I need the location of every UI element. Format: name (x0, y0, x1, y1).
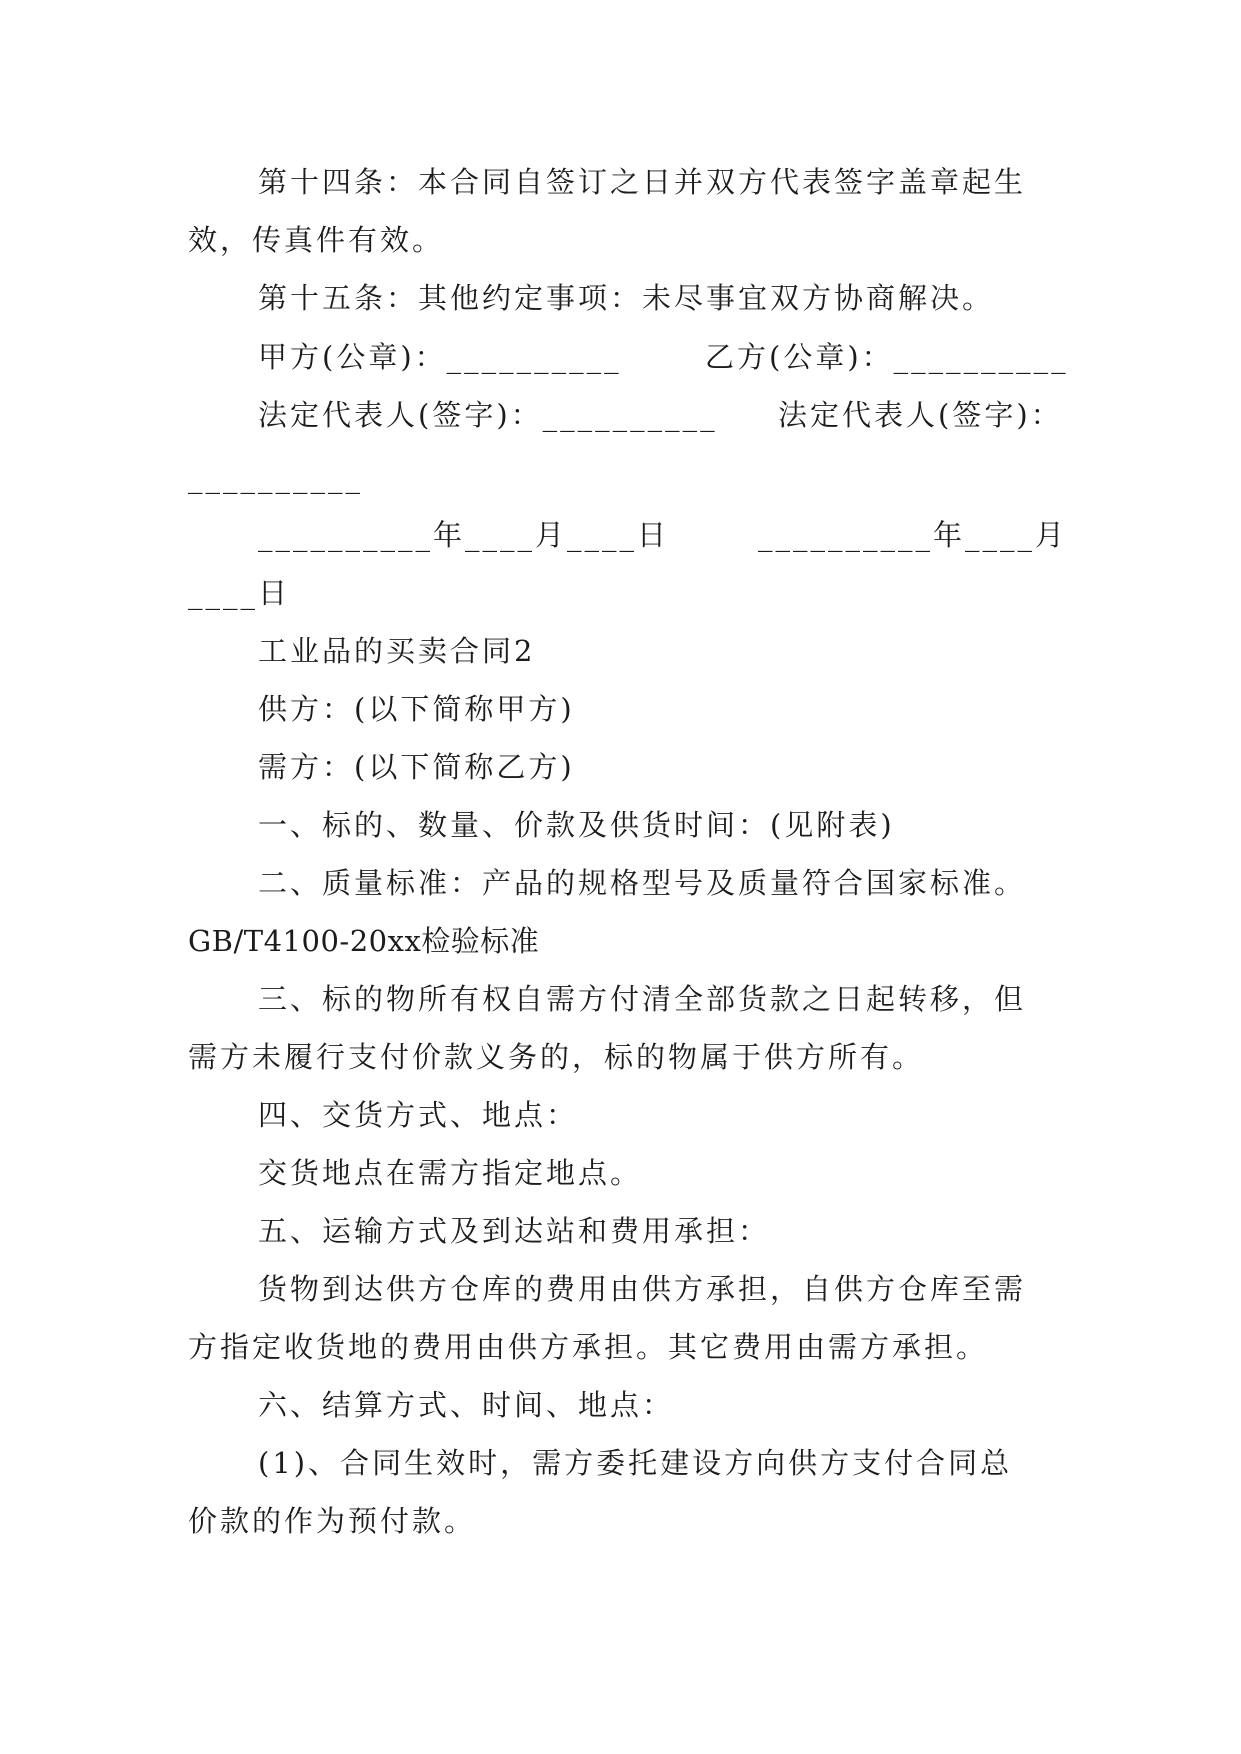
article-15-line: 第十五条：其他约定事项：未尽事宜双方协商解决。 (258, 281, 995, 315)
contract-2-title: 工业品的买卖合同2 (258, 634, 536, 668)
article-14-line-1: 第十四条：本合同自签订之日并双方代表签字盖章起生 (258, 165, 1027, 199)
clause-2-line-1: 二、质量标准：产品的规格型号及质量符合国家标准。 (258, 866, 1027, 900)
party-b-date-line: __________年____月 (758, 518, 1068, 552)
clause-5-detail-line-2: 方指定收货地的费用由供方承担。其它费用由需方承担。 (188, 1330, 989, 1364)
party-b-rep-blank: __________ (188, 460, 363, 494)
clause-6: 六、结算方式、时间、地点： (258, 1388, 675, 1422)
clause-5-detail-line-1: 货物到达供方仓库的费用由供方承担，自供方仓库至需 (258, 1272, 1027, 1306)
party-b-date-day: ____日 (188, 576, 291, 610)
party-a-rep-line: 法定代表人(签字)：__________ (258, 398, 718, 432)
article-14-line-2: 效，传真件有效。 (188, 223, 445, 257)
buyer-line: 需方：(以下简称乙方) (258, 750, 575, 784)
party-b-rep-line: 法定代表人(签字)： (778, 398, 1063, 432)
party-a-seal-line: 甲方(公章)：__________ (258, 340, 622, 374)
clause-3-line-2: 需方未履行支付价款义务的，标的物属于供方所有。 (188, 1040, 925, 1074)
clause-5: 五、运输方式及到达站和费用承担： (258, 1214, 771, 1248)
clause-1: 一、标的、数量、价款及供货时间：(见附表) (258, 808, 895, 842)
party-a-date-line: __________年____月____日 (258, 518, 670, 552)
clause-3-line-1: 三、标的物所有权自需方付清全部货款之日起转移，但 (258, 982, 1027, 1016)
party-b-seal-line: 乙方(公章)：__________ (705, 340, 1069, 374)
clause-6-1-line-1: (1)、合同生效时，需方委托建设方向供方支付合同总 (258, 1446, 1013, 1480)
supplier-line: 供方：(以下简称甲方) (258, 692, 575, 726)
clause-4: 四、交货方式、地点： (258, 1098, 579, 1132)
clause-2-line-2: GB/T4100-20xx检验标准 (188, 924, 540, 958)
clause-4-detail: 交货地点在需方指定地点。 (258, 1156, 643, 1190)
clause-6-1-line-2: 价款的作为预付款。 (188, 1504, 477, 1538)
